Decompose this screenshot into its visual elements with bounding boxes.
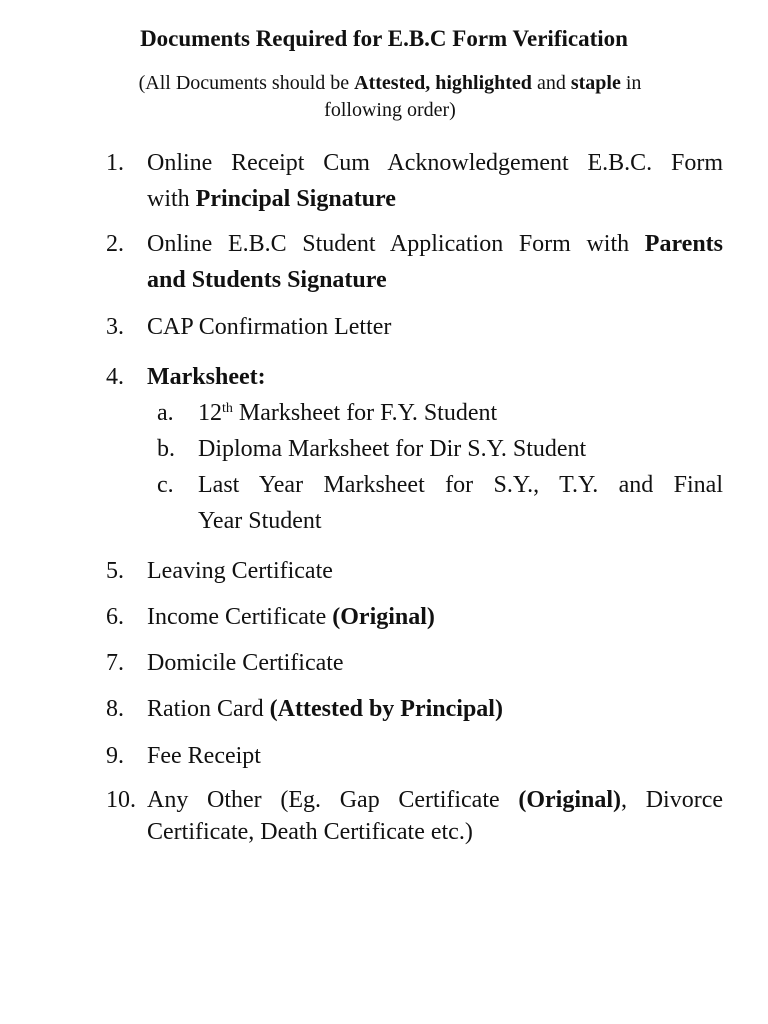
list-item-number: 8.: [106, 696, 124, 722]
item-line: Online Receipt Cum Acknowledgement E.B.C. Form: [147, 150, 723, 176]
subtitle-and: and: [531, 72, 571, 94]
item-bold-text: Principal Signature: [195, 186, 396, 212]
sub-item-b: [0, 431, 768, 467]
item-bold-text: and Students Signature: [147, 267, 387, 293]
list-item-number: 9.: [106, 743, 124, 769]
list-item-text: CAP Confirmation Letter: [147, 314, 392, 340]
sub-item-pre: 12: [198, 400, 222, 426]
item-bold-text: Marksheet:: [147, 364, 266, 390]
subtitle-in: in: [620, 72, 642, 94]
item-bold-text: (Original): [332, 604, 435, 630]
list-item-number: 7.: [106, 650, 124, 676]
item-line: Year Student: [198, 508, 322, 534]
list-item-text: Domicile Certificate: [147, 650, 344, 676]
item-line: [147, 784, 723, 816]
list-item-text: [147, 599, 723, 635]
sub-item-c: [0, 467, 768, 539]
list-item-number: 2.: [106, 231, 124, 257]
item-line: Last Year Marksheet for S.Y., T.Y. and Final: [198, 472, 723, 498]
sub-item-letter: c.: [157, 472, 174, 498]
document-subtitle: [110, 70, 670, 124]
list-item-text: [147, 145, 723, 217]
sub-item-letter: b.: [157, 436, 175, 462]
sub-item-post: Marksheet for F.Y. Student: [232, 400, 498, 426]
sub-item-text: [198, 467, 723, 539]
item-bold-text: (Attested by Principal): [269, 696, 503, 722]
item-line: Certificate, Death Certificate etc.): [147, 819, 473, 845]
item-text: , Divorce: [621, 787, 724, 813]
list-item-text: [147, 226, 723, 298]
document-title: Documents Required for E.B.C Form Verification: [140, 26, 628, 51]
list-item-number: 1.: [106, 150, 124, 176]
subtitle-line2: following order): [324, 99, 456, 121]
list-item-text: [147, 784, 723, 848]
item-text: Income Certificate: [147, 604, 333, 630]
superscript: th: [222, 401, 233, 416]
list-item-number: 10.: [106, 787, 136, 813]
list-item-number: 3.: [106, 314, 124, 340]
item-line: [147, 262, 723, 298]
subtitle-attested: Attested, highlighted: [354, 72, 532, 94]
item-text: Ration Card: [147, 696, 270, 722]
subtitle-staple: staple: [570, 72, 621, 94]
list-item-number: 5.: [106, 558, 124, 584]
item-text: Any Other (Eg. Gap Certificate: [147, 787, 519, 813]
item-bold-text: (Original): [518, 787, 622, 813]
list-item-heading: [147, 359, 723, 395]
list-item-number: 6.: [106, 604, 124, 630]
sub-item-a: [0, 395, 768, 431]
subtitle-text: (All Documents should be: [138, 72, 355, 94]
sub-item-letter: a.: [157, 400, 174, 426]
list-item-text: Leaving Certificate: [147, 558, 333, 584]
item-text: with: [147, 186, 196, 212]
item-line: [147, 226, 723, 262]
list-item-number: 4.: [106, 364, 124, 390]
item-text: Online E.B.C Student Application Form with: [147, 231, 645, 257]
sub-item-text: Diploma Marksheet for Dir S.Y. Student: [198, 436, 587, 462]
item-line: [147, 181, 723, 217]
item-bold-text: Parents: [644, 231, 723, 257]
list-item-text: [147, 691, 723, 727]
sub-item-text: [198, 395, 723, 431]
list-item-text: Fee Receipt: [147, 743, 261, 769]
